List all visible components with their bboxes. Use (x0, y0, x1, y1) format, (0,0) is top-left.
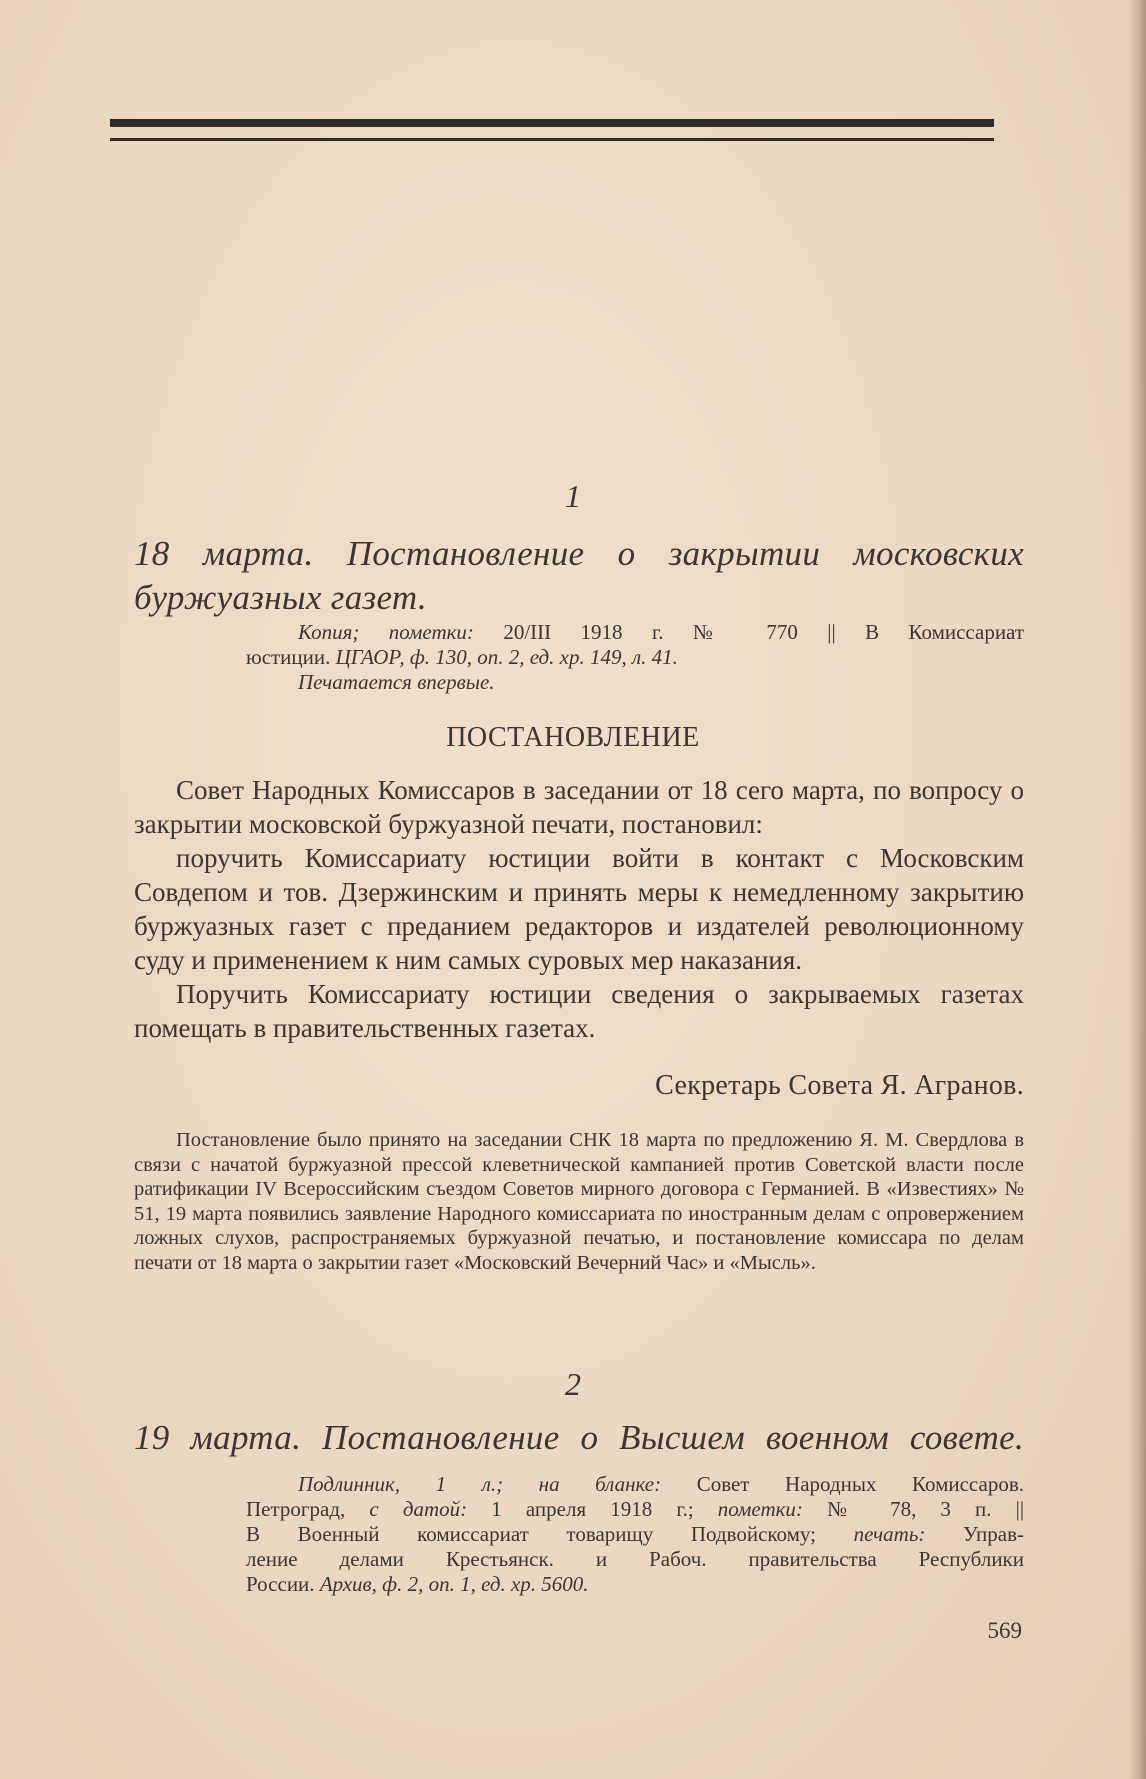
signature: Секретарь Совета Я. Агранов. (655, 1070, 1024, 1101)
source-text: В Военный комиссариат товарищу Подвойскому; (246, 1522, 816, 1546)
decree-paragraph: Совет Народных Комиссаров в заседании от 18 сего марта, по вопросу о закрытии московской буржуазной печати, постановил: (134, 775, 1024, 839)
source-text: 1 апреля 1918 г.; (491, 1497, 694, 1521)
header-rule-thick (110, 119, 994, 127)
source-line (246, 620, 1024, 645)
publication-note: Печатается впервые. (298, 670, 495, 694)
source-text: 20/III 1918 г. № 770 || В Комиссариат (503, 620, 1025, 644)
archive-reference: ЦГАОР, ф. 130, оп. 2, ед. хр. 149, л. 41. (335, 645, 678, 669)
source-text: России. (246, 1572, 315, 1596)
source-line (246, 1497, 1024, 1522)
source-text: Петроград, (246, 1497, 346, 1521)
page-number: 569 (987, 1618, 1022, 1643)
section-1-title: 18 марта. Постановление о закрытии московских буржуазных газет. (134, 534, 1024, 617)
decree-body (134, 773, 1024, 1045)
section-2-source-note (246, 1472, 1024, 1597)
source-label: Копия; пометки: (298, 620, 474, 644)
section-2-title: 19 марта. Постановление о Высшем военном совете. (134, 1418, 1024, 1457)
source-line (246, 1572, 1024, 1597)
source-text: № 78, 3 п. || (827, 1497, 1025, 1521)
decree-paragraph: Поручить Комиссариату юстиции сведения о закрываемых газетах помещать в правительственных газетах. (134, 979, 1024, 1043)
source-text: юстиции. (246, 645, 331, 669)
source-line (246, 1522, 1024, 1547)
source-label: с датой: (369, 1497, 468, 1521)
section-1-source-note (246, 620, 1024, 695)
document-heading: ПОСТАНОВЛЕНИЕ (446, 722, 700, 753)
source-line (246, 645, 1024, 670)
source-line (246, 670, 1024, 695)
editorial-note-text: Постановление было принято на заседании СНК 18 марта по предложению Я. М. Свердлова в связи с начатой буржуазной прессой клеветнической кампанией против Советской власти после ратификации IV Всероссийским съездом Советов мирного договора с Германией. В «Известиях» № 51, 19 марта появились заявление Народного комиссариата по иностранным делам с опровержением ложных слухов, распространяемых буржуазной печатью, и постановление комиссара по делам печати от 18 марта о закрытии газет «Московский Вечерний Час» и «Мысль». (134, 1129, 1024, 1274)
header-rule-thin (110, 138, 994, 141)
editorial-note (134, 1128, 1024, 1275)
page-edge-shadow (1128, 0, 1146, 1779)
source-label: Подлинник, 1 л.; на бланке: (298, 1472, 662, 1496)
section-1-number: 1 (565, 478, 581, 514)
section-2-number: 2 (565, 1366, 581, 1402)
source-label: пометки: (717, 1497, 803, 1521)
source-line (246, 1547, 1024, 1572)
source-line (246, 1472, 1024, 1497)
source-text: Совет Народных Комиссаров. (696, 1472, 1024, 1496)
archive-reference: Архив, ф. 2, оп. 1, ед. хр. 5600. (319, 1572, 589, 1596)
source-text: ление делами Крестьянск. и Рабоч. правительства Республики (246, 1547, 1024, 1571)
decree-paragraph: поручить Комиссариату юстиции войти в контакт с Московским Совдепом и тов. Дзержинским и принять меры к немедленному закрытию буржуазных газет с преданием редакторов и издателей революционному суду и применением к ним самых суровых мер наказания. (134, 843, 1024, 975)
source-label: печать: (853, 1522, 926, 1546)
source-text: Управ- (963, 1522, 1025, 1546)
